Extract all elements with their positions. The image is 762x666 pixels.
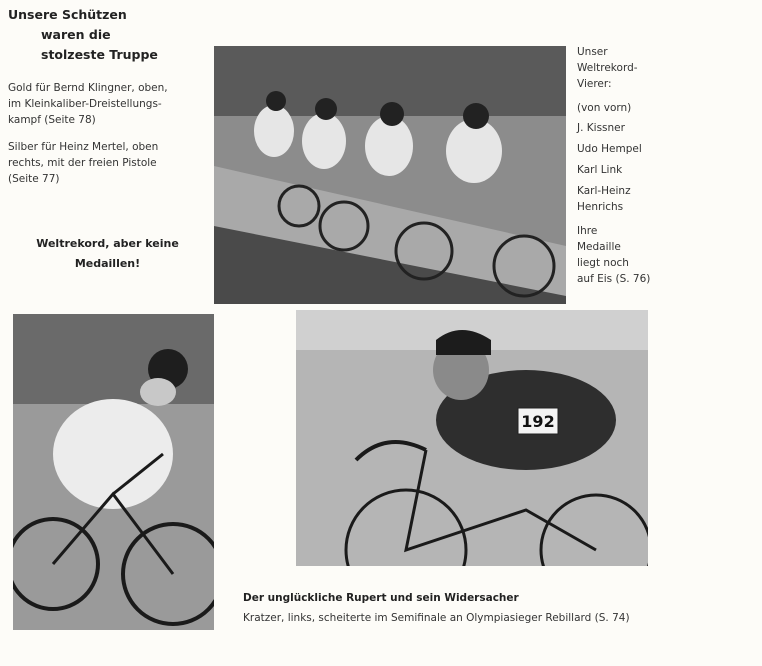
rider-left-photo [13,314,214,630]
silver-caption-line: rechts, mit der freien Pistole [8,157,157,169]
gold-caption [8,80,168,128]
silver-caption [8,139,158,187]
bottom-caption-text: Kratzer, links, scheiterte im Semifinale an Olympiasieger Rebillard (S. 74) [243,612,630,624]
pursuit-team-photo [214,46,566,304]
silver-caption-line: Silber für Heinz Mertel, oben [8,141,159,153]
gold-caption-line: im Kleinkaliber-Dreistellungs- [8,98,162,110]
pursuit-caption [577,44,650,287]
rider-right-photo [296,310,648,566]
rider-left-graphic [13,314,214,630]
pursuit-name: J. Kissner [577,122,625,134]
teaser-line-2: Medaillen! [74,257,141,270]
gold-caption-line: kampf (Seite 78) [8,114,96,126]
rider-right-graphic [296,310,648,566]
heading-line-3: stolzeste Truppe [41,47,158,62]
silver-caption-line: (Seite 77) [8,173,60,185]
pursuit-name: Henrichs [577,201,624,213]
pursuit-caption-line: Weltrekord- [577,62,638,74]
rider-number: 192 [521,412,555,431]
pursuit-caption-line: Vierer: [577,78,612,90]
bottom-caption [243,590,753,626]
heading-line-2: waren die [41,27,111,42]
heading-line-1: Unsere Schützen [8,7,127,22]
pursuit-caption-line: (von vorn) [577,102,632,114]
pursuit-photo-graphic [214,46,566,304]
pursuit-caption-line: Medaille [577,241,621,253]
pursuit-caption-line: liegt noch [577,257,629,269]
pursuit-caption-line: Unser [577,46,608,58]
article-heading [8,5,158,65]
bottom-caption-title: Der unglückliche Rupert und sein Widersacher [243,592,519,604]
teaser [20,234,195,274]
pursuit-name: Karl Link [577,164,623,176]
gold-caption-line: Gold für Bernd Klingner, oben, [8,82,168,94]
pursuit-name: Karl-Heinz [577,185,631,197]
pursuit-caption-line: Ihre [577,225,598,237]
teaser-line-1: Weltrekord, aber keine [36,237,179,250]
pursuit-caption-line: auf Eis (S. 76) [577,273,651,285]
pursuit-name: Udo Hempel [577,143,642,155]
